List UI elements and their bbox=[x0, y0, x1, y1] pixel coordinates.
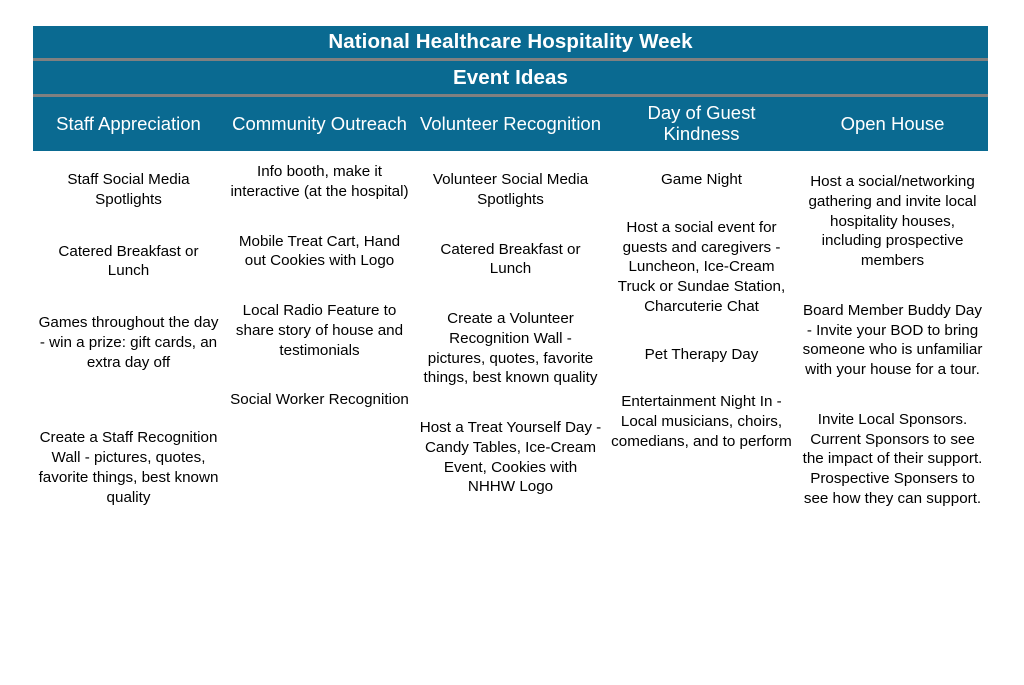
table-header-block bbox=[33, 26, 988, 151]
list-item: Game Night bbox=[660, 171, 743, 188]
list-item: Host a Treat Yourself Day - Candy Tables, Ice-Cream Event, Cookies with NHHW Logo bbox=[419, 419, 602, 496]
column-header-day-of-guest-kindness: Day of Guest Kindness bbox=[647, 102, 756, 144]
list-item: Catered Breakfast or Lunch bbox=[440, 240, 581, 278]
list-item: Host a social event for guests and caregivers - Luncheon, Ice-Cream Truck or Sundae Station, Charcuterie Chat bbox=[617, 218, 786, 315]
list-item: Board Member Buddy Day - Invite your BOD to bring someone who is unfamiliar with your house for a tour. bbox=[802, 301, 983, 378]
column-header-volunteer-recognition: Volunteer Recognition bbox=[419, 112, 602, 134]
column-volunteer-recognition bbox=[415, 160, 606, 675]
list-item: Social Worker Recognition bbox=[230, 391, 409, 409]
table-subtitle: Event Ideas bbox=[33, 61, 988, 94]
list-item: Create a Staff Recognition Wall - pictures, quotes, favorite things, best known quality bbox=[38, 429, 219, 506]
list-item: Local Radio Feature to share story of house and testimonials bbox=[235, 302, 404, 359]
column-header-open-house: Open House bbox=[840, 112, 945, 134]
list-item: Catered Breakfast or Lunch bbox=[58, 242, 199, 280]
column-community-outreach bbox=[224, 160, 415, 675]
list-item: Host a social/networking gathering and invite local hospitality houses, including prospective members bbox=[808, 173, 977, 269]
list-item: Volunteer Social Media Spotlights bbox=[432, 171, 589, 208]
column-staff-appreciation bbox=[33, 160, 224, 675]
column-header-staff-appreciation: Staff Appreciation bbox=[56, 112, 201, 134]
list-item: Staff Social Media Spotlights bbox=[67, 171, 190, 208]
list-item: Games throughout the day - win a prize: gift cards, an extra day off bbox=[38, 314, 219, 371]
column-header-community-outreach: Community Outreach bbox=[232, 112, 407, 134]
list-item: Entertainment Night In -Local musicians, choirs, comedians, and to perform bbox=[611, 393, 792, 450]
column-open-house bbox=[797, 160, 988, 675]
list-item: Create a Volunteer Recognition Wall - pictures, quotes, favorite things, best known quality bbox=[423, 310, 598, 387]
list-item: Invite Local Sponsors. Current Sponsors to see the impact of their support. Prospective Sponsers to see how they can support. bbox=[802, 410, 983, 507]
list-item: Pet Therapy Day bbox=[644, 345, 759, 363]
page-title: National Healthcare Hospitality Week bbox=[33, 26, 988, 58]
column-header-row bbox=[33, 97, 988, 151]
list-item: Info booth, make it interactive (at the hospital) bbox=[230, 163, 409, 200]
list-item: Mobile Treat Cart, Hand out Cookies with Logo bbox=[238, 232, 401, 270]
column-day-of-guest-kindness bbox=[606, 160, 797, 675]
table-body bbox=[33, 160, 988, 675]
